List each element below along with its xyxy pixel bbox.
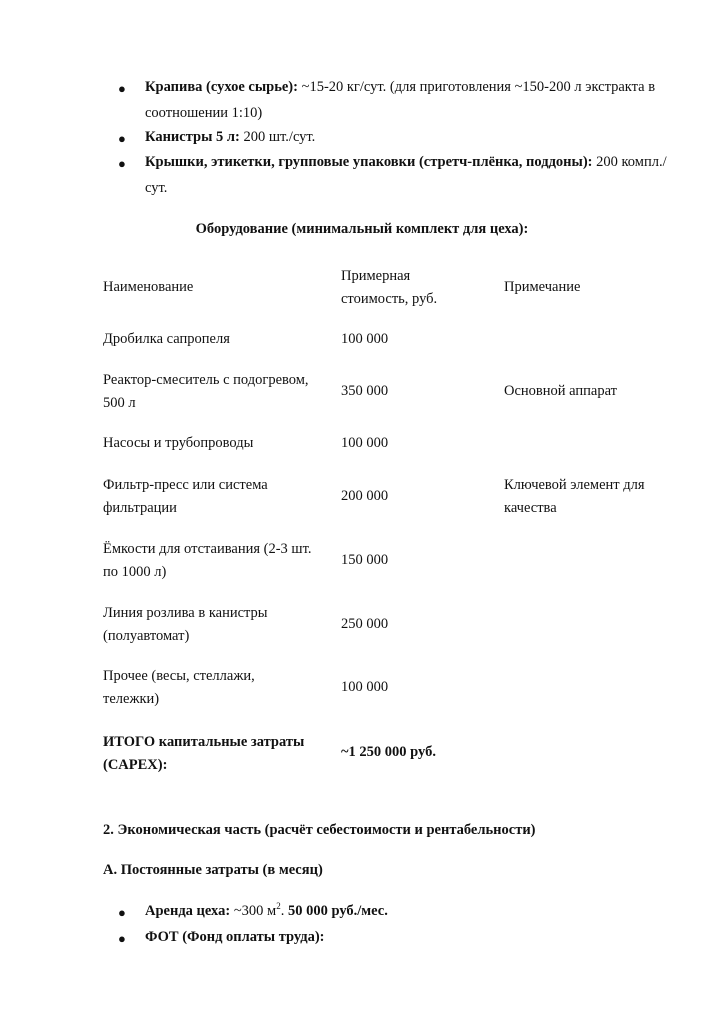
table-cell-cost: 100 000 — [341, 331, 389, 347]
table-cell-note: Основной аппарат — [504, 383, 618, 399]
table-cell-name: Прочее (весы, стеллажи, тележки) — [103, 668, 255, 707]
bullet-bold-label: Крышки, этикетки, групповые упаковки (стретч-плёнка, поддоны): — [145, 154, 593, 170]
table-cell-name: Линия розлива в канистры (полуавтомат) — [103, 605, 268, 644]
table-cell-name: Дробилка сапропеля — [103, 331, 230, 347]
table-cell-name: Фильтр-пресс или система фильтрации — [103, 477, 268, 516]
bullet-icon: ● — [118, 156, 126, 171]
table-header-note: Примечание — [504, 279, 581, 295]
bullet-bold-label: Аренда цеха: — [145, 903, 231, 919]
equipment-heading: Оборудование (минимальный комплект для цеха): — [195, 221, 529, 237]
bullet-bold-label: Канистры 5 л: — [145, 129, 240, 145]
table-cell-note: Ключевой элемент для качества — [504, 477, 645, 516]
bullet-text: 200 шт./сут. — [239, 129, 316, 145]
bullet-item-caps-labels — [145, 149, 675, 201]
bullet-bold-value: 50 000 руб./мес. — [287, 903, 388, 919]
bullet-icon: ● — [118, 81, 126, 96]
bullet-text: ~15-20 кг/сут. (для приготовления ~150-200 л экстракта в соотношении 1:10) — [145, 79, 656, 121]
table-cell-name: Ёмкости для отстаивания (2-3 шт. по 1000 л) — [103, 541, 312, 580]
bullet-text: ~300 м — [230, 903, 277, 919]
bullet-text: . — [280, 903, 288, 919]
table-total-value: ~1 250 000 руб. — [341, 744, 436, 760]
bullet-item-rent — [145, 898, 675, 924]
bullet-item-nettle — [145, 74, 675, 126]
bullet-icon: ● — [118, 905, 126, 920]
table-cell-name: Реактор-смеситель с подогревом, 500 л — [103, 372, 309, 411]
table-cell-cost: 100 000 — [341, 679, 389, 695]
section-2-heading: 2. Экономическая часть (расчёт себестоимости и рентабельности) — [103, 822, 536, 838]
bullet-item-payroll — [145, 924, 675, 950]
bullet-bold-label: Крапива (сухое сырье): — [145, 79, 298, 95]
bullet-icon: ● — [118, 931, 126, 946]
bullet-icon: ● — [118, 131, 126, 146]
table-cell-cost: 250 000 — [341, 616, 389, 632]
bullet-bold-label: ФОТ (Фонд оплаты труда): — [145, 929, 325, 945]
table-header-cost: Примерная стоимость, руб. — [341, 268, 438, 307]
table-header-name: Наименование — [103, 279, 194, 295]
table-cell-cost: 100 000 — [341, 435, 389, 451]
table-cell-cost: 200 000 — [341, 488, 389, 504]
table-total-label: ИТОГО капитальные затраты (CAPEX): — [103, 734, 305, 773]
superscript: 2 — [276, 901, 281, 912]
table-cell-cost: 150 000 — [341, 552, 389, 568]
table-cell-name: Насосы и трубопроводы — [103, 435, 254, 451]
bullet-text: 200 компл./сут. — [145, 154, 667, 196]
table-cell-cost: 350 000 — [341, 383, 389, 399]
section-a-heading: А. Постоянные затраты (в месяц) — [103, 862, 323, 878]
bullet-item-canisters — [145, 124, 675, 150]
